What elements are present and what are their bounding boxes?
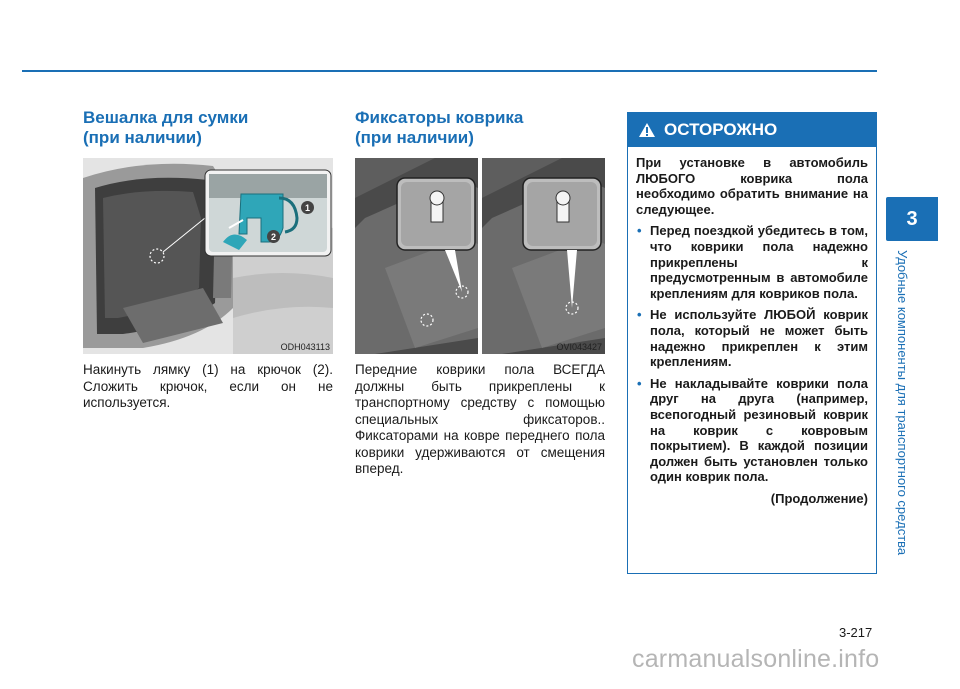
figure-code: OVI043427 [556, 342, 602, 352]
warning-box [627, 112, 877, 574]
callout-1: 1 [301, 201, 314, 214]
floor-mat-anchor-text: Передние коврики пола ВСЕГДА должны быть прикреплены к транспортному средству с помощью специальных фиксаторов.. Фиксаторами на коврe переднего пола коврики удерживаются от смещения вперед. [355, 362, 605, 476]
trunk-illustration [83, 158, 333, 354]
warning-item: • Не накладывайте коврики пола друг на друга (например, всепогодный резиновый коврик на коврик с ковровым покрытием). В каждой позиции должен быть установлен только один коврик пола. [636, 376, 868, 485]
watermark: carmanualsonline.info [632, 645, 880, 673]
warning-list [636, 223, 868, 485]
bag-hanger-section [83, 108, 333, 425]
page-number: 3-217 [839, 625, 873, 640]
warning-item: • Не используйте ЛЮБОЙ коврик пола, который не может быть надежно прикреплен к этим креплениям. [636, 307, 868, 369]
warning-title: ОСТОРОЖНО [664, 120, 778, 139]
top-rule [22, 70, 877, 72]
floor-mat-anchor-section [355, 108, 605, 491]
warning-item: • Перед поездкой убедитесь в том, что коврики пола надежно прикреплены к предусмотренным в автомобиле креплениям для ковриков пола. [636, 223, 868, 301]
callout-2: 2 [267, 230, 280, 243]
warning-intro: При установке в автомобиль ЛЮБОГО коврика пола необходимо обратить внимание на следующее. [636, 155, 868, 217]
bag-hanger-text: Накинуть лямку (1) на крючок (2). Сложить крючок, если он не используется. [83, 362, 333, 410]
bag-hanger-heading: Вешалка для сумки (при наличии) [83, 108, 249, 147]
floor-mat-anchor-heading: Фиксаторы коврика (при наличии) [355, 108, 524, 147]
figure-code: ODH043113 [280, 342, 330, 352]
warning-body [628, 147, 876, 506]
trunk-hook-illustration [83, 158, 333, 354]
continued-label: (Продолжение) [770, 490, 868, 506]
floor-mat-illustration [355, 158, 605, 354]
warning-triangle-icon [638, 122, 656, 138]
floor-mat-drawings [355, 158, 605, 354]
warning-header [628, 113, 876, 147]
chapter-number-tab: 3 [886, 197, 938, 241]
chapter-title: Удобные компоненты для транспортного средства [895, 250, 910, 556]
